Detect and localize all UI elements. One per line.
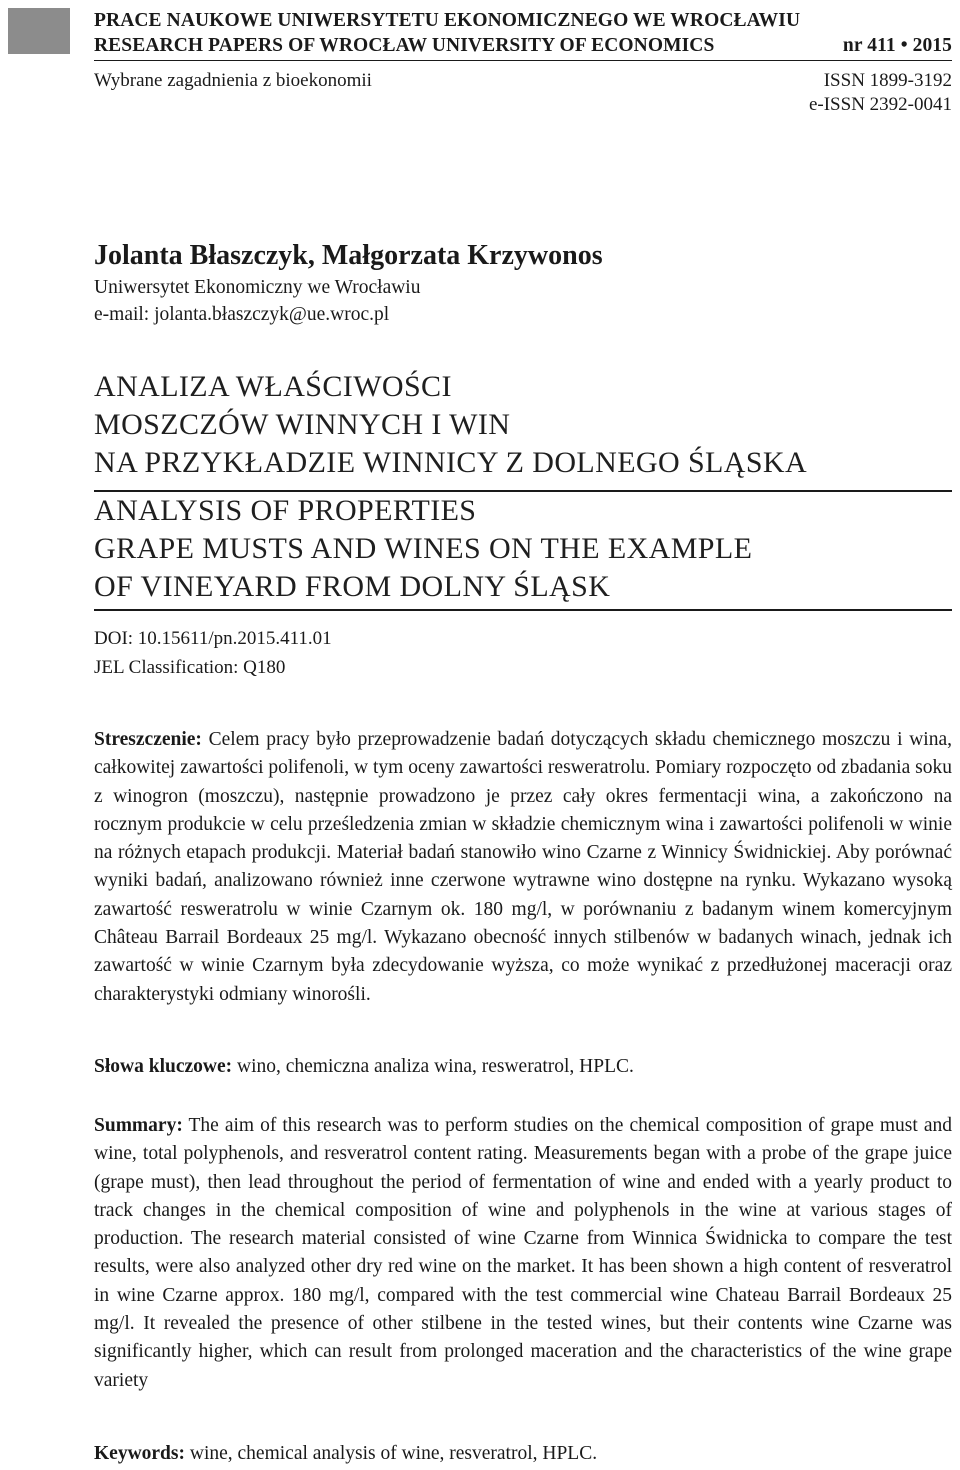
header-gray-block [8, 8, 70, 54]
title-en-line: OF VINEYARD FROM DOLNY ŚLĄSK [94, 570, 611, 603]
title-en-line: ANALYSIS OF PROPERTIES [94, 494, 477, 527]
author-affiliation: Uniwersytet Ekonomiczny we Wrocławiu [94, 277, 421, 298]
keywords-en-label: Keywords: [94, 1443, 185, 1464]
series-row [94, 69, 952, 117]
journal-title-en: RESEARCH PAPERS OF WROCŁAW UNIVERSITY OF ECONOMICS [94, 35, 715, 56]
title-pl-line: NA PRZYKŁADZIE WINNICY Z DOLNEGO ŚLĄSKA [94, 446, 808, 479]
eissn: e-ISSN 2392-0041 [808, 94, 952, 115]
journal-title-en-line [94, 33, 952, 58]
keywords-english [94, 1440, 952, 1468]
journal-title-pl: PRACE NAUKOWE UNIWERSYTETU EKONOMICZNEGO WE WROCŁAWIU [94, 10, 801, 31]
keywords-pl-label: Słowa kluczowe: [94, 1056, 233, 1077]
keywords-pl-text: wino, chemiczna analiza wina, resweratrol, HPLC. [232, 1056, 634, 1077]
title-pl-line: ANALIZA WŁAŚCIWOŚCI [94, 370, 452, 403]
jel-classification: JEL Classification: Q180 [94, 657, 286, 678]
abstract-pl-label: Streszczenie: [94, 729, 202, 750]
issn-block [809, 69, 952, 117]
journal-title-pl-line [94, 8, 952, 33]
abstract-pl-text: Celem pracy było przeprowadzenie badań dotyczących składu chemicznego moszczu i wina, całkowitej zawartości polifenoli, w tym oceny zawartości resweratrolu. Pomiary rozpoczęto od zbadania soku z winogron (moszczu), następnie prowadzono je przez cały okres fermentacji wina, a zakończono na rocznym produkcie w celu prześledzenia zmian w składzie chemicznym wina i zawartości polifenoli w winie na różnych etapach produkcji. Materiał badań stanowiło wino Czarne z Winnicy Świdnickiej. Aby porównać wyniki badań, analizowano również inne czerwone wytrawne wino dostępne na rynku. Wykazano wysoką zawartość resweratrolu w winie Czarnym ok. 180 mg/l, w porównaniu z badanym winem komercyjnym Château Barrail Bordeaux 25 mg/l. Wykazano obecność innych stilbenów w badanych winach, jednak ich zawartość w winie Czarnym była zdecydowanie wyższa, co może wynikać z przedłużonej maceracji oraz charakterystyki odmiany winorośli. [94, 729, 952, 1005]
title-en-line: GRAPE MUSTS AND WINES ON THE EXAMPLE [94, 532, 753, 565]
doi-block [94, 624, 952, 682]
keywords-polish [94, 1053, 952, 1081]
header-rule [94, 60, 952, 61]
title-polish [94, 368, 952, 482]
author-email: e-mail: jolanta.błaszczyk@ue.wroc.pl [94, 304, 390, 325]
abstract-polish [94, 726, 952, 1009]
abstract-english [94, 1112, 952, 1395]
issue-number: nr 411 • 2015 [842, 35, 952, 56]
doi: DOI: 10.15611/pn.2015.411.01 [94, 628, 332, 649]
authors-block [94, 238, 952, 328]
keywords-en-text: wine, chemical analysis of wine, resveratrol, HPLC. [185, 1443, 598, 1464]
issn: ISSN 1899-3192 [823, 70, 952, 91]
summary-label: Summary: [94, 1115, 183, 1136]
series-name: Wybrane zagadnienia z bioekonomii [94, 70, 372, 91]
author-names: Jolanta Błaszczyk, Małgorzata Krzywonos [94, 240, 603, 271]
title-pl-line: MOSZCZÓW WINNYCH I WIN [94, 408, 511, 441]
title-bottom-rule [94, 609, 952, 611]
title-english [94, 492, 952, 606]
journal-header [94, 8, 952, 117]
summary-text: The aim of this research was to perform studies on the chemical composition of grape must and wine, total polyphenols, and resveratrol content rating. Measurements began with a probe of the grape juice (grape must), then lead throughout the period of fermentation of wine and ended with a yearly product to track changes in the chemical composition of wine and polyphenols in the wine at various stages of production. The research material consisted of wine Czarne from Winnica Świdnicka to compare the test results, were also analyzed other dry red wine on the market. It has been shown a high content of resveratrol in wine Czarne approx. 180 mg/l, compared with the test commercial wine Chateau Barrail Bordeaux 25 mg/l. It revealed the presence of other stilbene in the tested wines, but their contents wine Czarne was significantly higher, which can result from prolonged maceration and the characteristics of the wine grape variety [94, 1115, 952, 1391]
